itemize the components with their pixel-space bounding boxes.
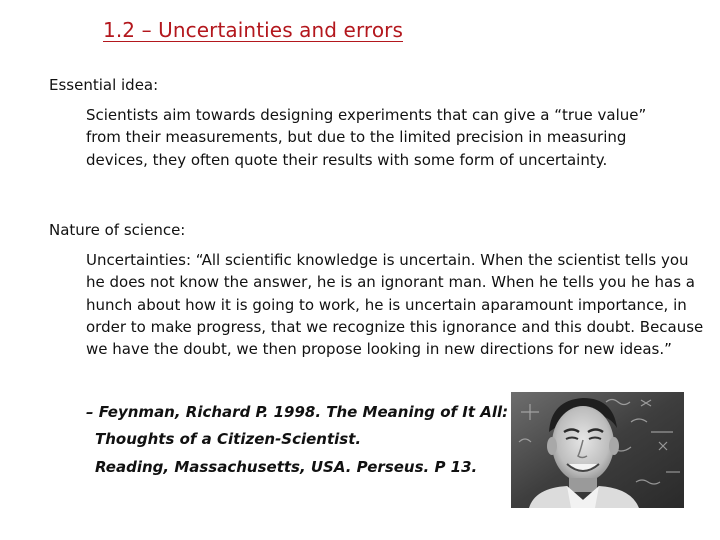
nature-of-science-heading: Nature of science: — [49, 221, 186, 239]
citation-line-2: Thoughts of a Citizen-Scientist. — [95, 430, 362, 448]
essential-idea-text: Scientists aim towards designing experiments that can give a “true value” from their measurements, but due to the limited precision in measuring devices, they often quote their results with some form of uncertainty. — [86, 106, 647, 169]
citation-line-3: Reading, Massachusetts, USA. Perseus. P 13. — [95, 458, 478, 476]
slide-title: 1.2 – Uncertainties and errors — [103, 18, 403, 42]
feynman-photo — [511, 392, 684, 508]
essential-idea-heading: Essential idea: — [49, 76, 159, 94]
citation-line-1: – Feynman, Richard P. 1998. The Meaning of It All: — [86, 403, 509, 421]
nature-of-science-text: Uncertainties: “All scientific knowledge is uncertain. When the scientist tells you he does not know the answer, he is an ignorant man. When he tells you he has a hunch about how it is going to work, he is uncertain aparamount importance, in order to make progress, that we recognize this ignorance and this doubt. Because we have the doubt, we then propose looking in new directions for new ideas.” — [86, 251, 704, 359]
